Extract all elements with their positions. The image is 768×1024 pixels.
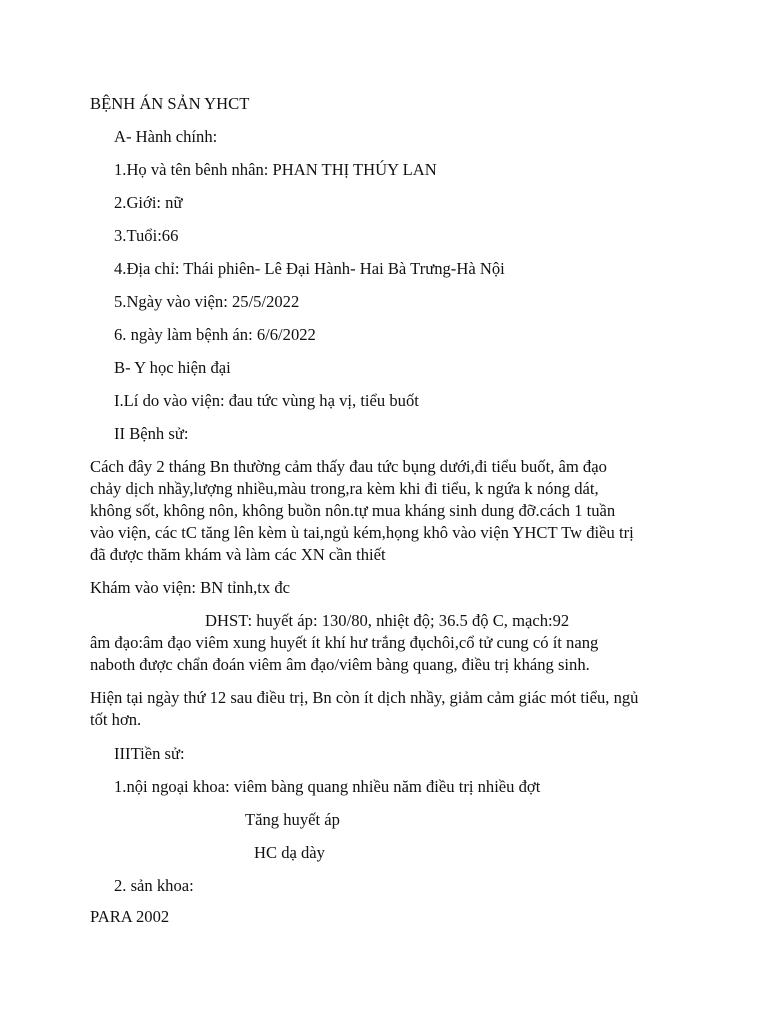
exam-line: âm đạo:âm đạo viêm xung huyết ít khí hư trắng đụchôi,cổ tử cung có ít nang <box>90 633 599 652</box>
exam-paragraph <box>90 632 690 676</box>
history-line: không sốt, không nôn, không buồn nôn.tự mua kháng sinh dung đỡ.cách 1 tuần <box>90 501 616 520</box>
patient-address: 4.Địa chỉ: Thái phiên- Lê Đại Hành- Hai Bà Trưng-Hà Nội <box>114 259 505 278</box>
exam-line: naboth được chẩn đoán viêm âm đạo/viêm bàng quang, điều trị kháng sinh. <box>90 655 590 674</box>
section-modern-medicine: B- Y học hiện đại <box>114 358 231 377</box>
patient-name: 1.Họ và tên bênh nhân: PHAN THỊ THÚY LAN <box>114 160 437 179</box>
admission-reason: I.Lí do vào viện: đau tức vùng hạ vị, tiểu buốt <box>114 391 419 410</box>
para-value: PARA 2002 <box>90 907 170 926</box>
internal-history: 1.nội ngoại khoa: viêm bàng quang nhiều năm điều trị nhiều đợt <box>114 777 541 796</box>
current-status-line: tốt hơn. <box>90 710 142 729</box>
admission-exam: Khám vào viện: BN tỉnh,tx đc <box>90 578 291 597</box>
section-administrative: A- Hành chính: <box>114 127 218 146</box>
history-paragraph <box>90 456 690 566</box>
history-line: chảy dịch nhầy,lượng nhiều,màu trong,ra kèm khi đi tiểu, k ngứa k nóng dát, <box>90 479 599 498</box>
patient-gender: 2.Giới: nữ <box>114 193 183 212</box>
history-line: đã được thăm khám và làm các XN cần thiết <box>90 545 386 564</box>
history-line: vào viện, các tC tăng lên kèm ù tai,ngủ kém,họng khô vào viện YHCT Tw điều trị <box>90 523 634 542</box>
stomach-item: HC dạ dày <box>254 843 325 862</box>
record-date: 6. ngày làm bệnh án: 6/6/2022 <box>114 325 316 344</box>
document-title: BỆNH ÁN SẢN YHCT <box>90 94 250 113</box>
past-history-heading: IIITiền sử: <box>114 744 185 763</box>
current-status-paragraph <box>90 687 690 731</box>
current-status-line: Hiện tại ngày thứ 12 sau điều trị, Bn còn ít dịch nhầy, giảm cảm giác mót tiểu, ngủ <box>90 688 639 707</box>
history-line: Cách đây 2 tháng Bn thường cảm thấy đau tức bụng dưới,đi tiểu buốt, âm đạo <box>90 457 607 476</box>
vital-signs: DHST: huyết áp: 130/80, nhiệt độ; 36.5 độ C, mạch:92 <box>205 611 570 630</box>
patient-age: 3.Tuổi:66 <box>114 226 179 245</box>
hypertension-item: Tăng huyết áp <box>245 810 340 829</box>
obstetric-history: 2. sản khoa: <box>114 876 194 895</box>
history-heading: II Bệnh sử: <box>114 424 189 443</box>
admission-date: 5.Ngày vào viện: 25/5/2022 <box>114 292 300 311</box>
